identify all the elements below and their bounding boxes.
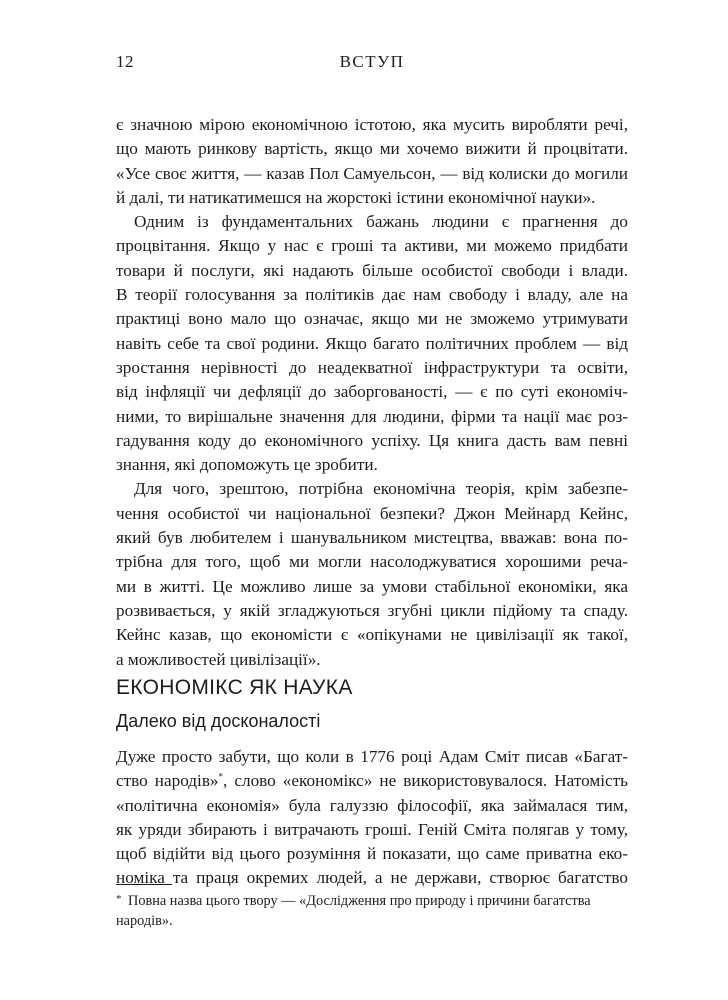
page-number: 12 <box>116 52 134 71</box>
running-head-title: ВСТУП <box>339 52 405 71</box>
text-line: Дуже просто забути, що коли в 1776 році Адам Сміт писав «Багат- <box>116 747 628 766</box>
footnote-divider <box>116 884 172 885</box>
text-line: щоб відійти від цього розуміння й показати, що саме приватна еко- <box>116 844 628 864</box>
footnote-line <box>116 891 628 911</box>
text-line: трібна для того, щоб ми могли насолоджуватися хорошими реча- <box>116 552 628 572</box>
text-line: Для чого, зрештою, потрібна економічна теорія, крім забезпе- <box>134 479 628 499</box>
text-line: зростання нерівності до неадекватної інфраструктури та освіти, <box>116 357 628 377</box>
text-line: процвітання. Якщо у нас є гроші та активи, ми можемо придбати <box>116 236 628 256</box>
text-line: від інфляції чи дефляції до заборгованості, — є по суті економіч- <box>116 382 628 402</box>
text-line: практиці воно мало що означає, якщо ми не зможемо утримувати <box>116 309 628 329</box>
subsection-heading: Далеко від досконалості <box>116 711 321 731</box>
text-fragment: ство народів» <box>116 771 219 791</box>
text-line: як уряди збирають і витрачають гроші. Геній Сміта полягав у тому, <box>116 819 628 839</box>
text-line-with-footnote <box>116 769 628 793</box>
text-line: В теорії голосування за політиків дає нам свободу і владу, але на <box>116 285 628 305</box>
text-line: знання, які допоможуть це зробити. <box>116 455 378 475</box>
text-line: гадування коду до економічного успіху. Ця книга дасть вам певні <box>116 430 628 450</box>
text-line: навіть себе та свої родини. Якщо багато політичних проблем — від <box>116 333 628 353</box>
text-line: чення особистої чи національної безпеки? Джон Мейнард Кейнс, <box>116 503 628 523</box>
text-fragment: , слово «економікс» не використовувалося. Натомість <box>223 771 628 791</box>
body-text <box>116 113 628 672</box>
text-line: ми в житті. Це можливо лише за умови стабільної економіки, яка <box>116 576 628 596</box>
footnote-marker: * <box>116 893 122 905</box>
footnote <box>116 891 628 931</box>
text-line: й далі, ти натикатимешся на жорстокі істини економічної науки». <box>116 187 596 207</box>
text-line: Кейнс казав, що економісти є «опікунами не цивілізації як такої, <box>116 625 628 645</box>
text-line: а можливостей цивілізації». <box>116 649 321 669</box>
text-line: номіка та праця окремих людей, а не держави, створює багатство <box>116 868 628 888</box>
text-line: що мають ринкову вартість, якщо ми хочемо вижити й процвітати. <box>116 139 628 159</box>
text-line: який був любителем і шанувальником мистецтва, вважав: вона по- <box>116 528 628 548</box>
footnote-text: Повна назва цього твору — «Дослідження про природу і причини багатства <box>128 893 591 909</box>
text-line: розвивається, у якій згладжуються згубні цикли підйому та спаду. <box>116 600 628 620</box>
text-line: товари й послуги, які надають більше особистої свободи і влади. <box>116 260 628 280</box>
section-heading: ЕКОНОМІКС ЯК НАУКА <box>116 676 353 699</box>
footnote-reference[interactable]: * <box>218 771 224 782</box>
text-line: є значною мірою економічною істотою, яка мусить виробляти речі, <box>116 115 628 134</box>
text-line: ними, то вирішальне значення для людини, фірми та нації має роз- <box>116 406 628 426</box>
section-body-text <box>116 745 628 891</box>
text-line: «Усе своє життя, — казав Пол Самуельсон, — від колиски до могили <box>116 163 628 183</box>
text-line: «політична економія» була галуззю філософії, яка займалася тим, <box>116 795 628 815</box>
running-head <box>116 52 628 76</box>
text-line: Одним із фундаментальних бажань людини є прагнення до <box>134 212 628 232</box>
footnote-line: народів». <box>116 913 173 929</box>
